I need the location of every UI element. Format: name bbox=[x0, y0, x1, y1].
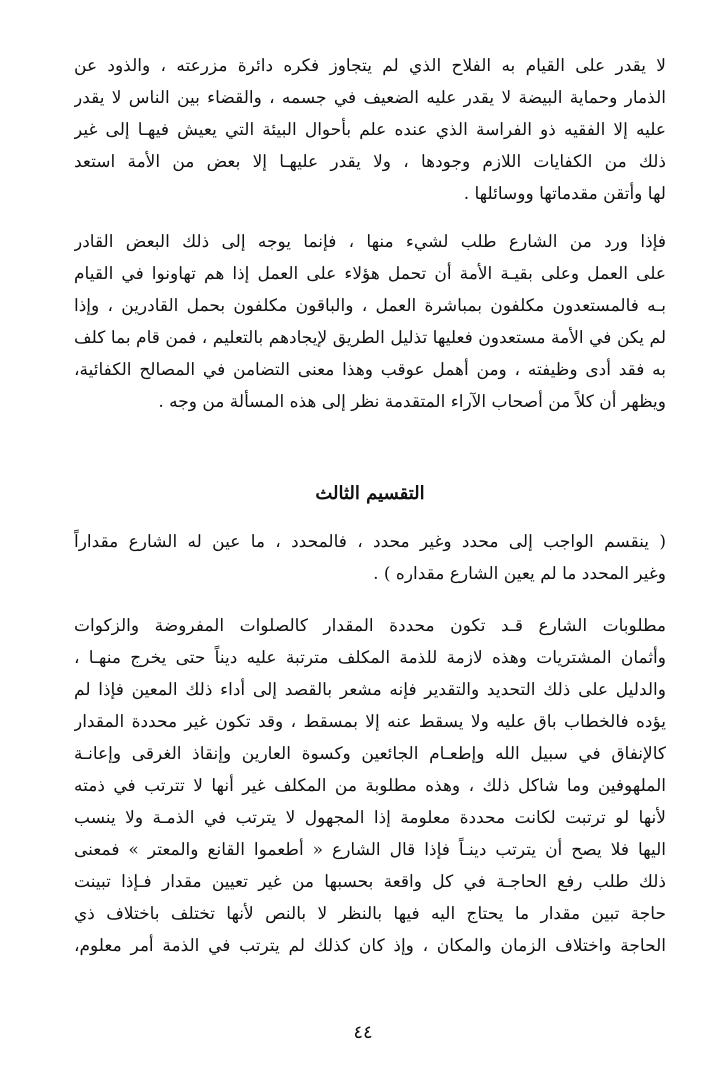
text-line: بـه فالمستعدون مكلفون بمباشرة العمل ، والباقون مكلفون بحمل القادرين ، وإذا bbox=[74, 296, 666, 316]
text-line: لا يقدر على القيام به الفلاح الذي لم يتجاوز فكره دائرة مزرعته ، والذود عن bbox=[74, 56, 666, 76]
text-line: وأثمان المشتريات وهذه لازمة للذمة المكلف مترتبة عليه ديناً حتى يخرج منهـا ، bbox=[74, 648, 666, 668]
text-line: كالإنفاق في سبيل الله وإطعـام الجائعين وكسوة العارين وإنقاذ الغرقى وإعانـة bbox=[74, 744, 666, 764]
text-line: الملهوفين وما شاكل ذلك ، وهذه مطلوبة من المكلف غير أنها لا تترتب في ذمته bbox=[74, 776, 666, 796]
text-line: وغير المحدد ما لم يعين الشارع مقداره ) . bbox=[373, 564, 666, 584]
text-line: على العمل وعلى بقيـة الأمة أن تحمل هؤلاء على العمل إذا هم تهاونوا في القيام bbox=[74, 264, 666, 284]
definition-quote bbox=[74, 526, 666, 590]
text-line: لأنها لو ترتبت لكانت محددة معلومة إذا المجهول لا يترتب في الذمـة ولا ينسب bbox=[74, 808, 666, 828]
paragraph-2 bbox=[74, 226, 666, 418]
text-line: الحاجة واختلاف الزمان والمكان ، وإذ كان كذلك لم يترتب في الذمة أمر معلوم، bbox=[74, 936, 666, 956]
section-heading: التقسيم الثالث bbox=[315, 483, 425, 504]
text-line: يؤده فالخطاب باق عليه ولا يسقط عنه إلا بمسقط ، وقد تكون غير محددة المقدار bbox=[74, 712, 666, 732]
text-line: عليه إلا الفقيه ذو الفراسة الذي عنده علم بأحوال البيئة التي يعيش فيهـا إلى غير bbox=[74, 120, 666, 140]
text-line: اليها فلا يصح أن يترتب دينـاً فإذا قال الشارع « أطعموا القانع والمعتر » فمعنى bbox=[74, 840, 666, 860]
text-line: به فقد أدى وظيفته ، ومن أهمل عوقب وهذا معنى التضامن في المصالح الكفائية، bbox=[74, 360, 666, 380]
text-line: لها وأتقن مقدماتها ووسائلها . bbox=[463, 184, 666, 204]
text-line: ذلك من الكفايات اللازم وجودها ، ولا يقدر عليهـا إلا بعض من الأمة استعد bbox=[74, 152, 666, 172]
text-line: ويظهر أن كلاً من أصحاب الآراء المتقدمة نظر إلى هذه المسألة من وجه . bbox=[158, 392, 666, 412]
text-line: مطلوبات الشارع قـد تكون محددة المقدار كالصلوات المفروضة والزكوات bbox=[74, 616, 666, 636]
text-line: فإذا ورد من الشارع طلب لشيء منها ، فإنما يوجه إلى ذلك البعض القادر bbox=[74, 232, 666, 252]
paragraph-1 bbox=[74, 50, 666, 210]
text-line: ذلك طلب رفع الحاجـة في كل واقعة بحسبها من غير تعيين مقدار فـإذا تبينت bbox=[74, 872, 666, 892]
text-line: والدليل على ذلك التحديد والتقدير فإنه مشعر بالقصد إلى أداء ذلك المعين فإذا لم bbox=[74, 680, 666, 700]
paragraph-3 bbox=[74, 610, 666, 962]
page-body bbox=[74, 50, 666, 1045]
text-line: حاجة تبين مقدار ما يحتاج اليه فيها بالنظر لا بالنص لأنها تختلف باختلاف ذي bbox=[74, 904, 666, 924]
text-line: ( ينقسم الواجب إلى محدد وغير محدد ، فالمحدد ، ما عين له الشارع مقداراً bbox=[74, 532, 666, 552]
text-line: الذمار وحماية البيضة لا يقدر عليه الضعيف في جسمه ، والقضاء بين الناس لا يقدر bbox=[74, 88, 666, 108]
page-number: ٤٤ bbox=[353, 1022, 373, 1043]
text-line: لم يكن في الأمة مستعدون فعليها تذليل الطريق لإيجادهم بالتعليم ، فمن قام بما كلف bbox=[74, 328, 666, 348]
